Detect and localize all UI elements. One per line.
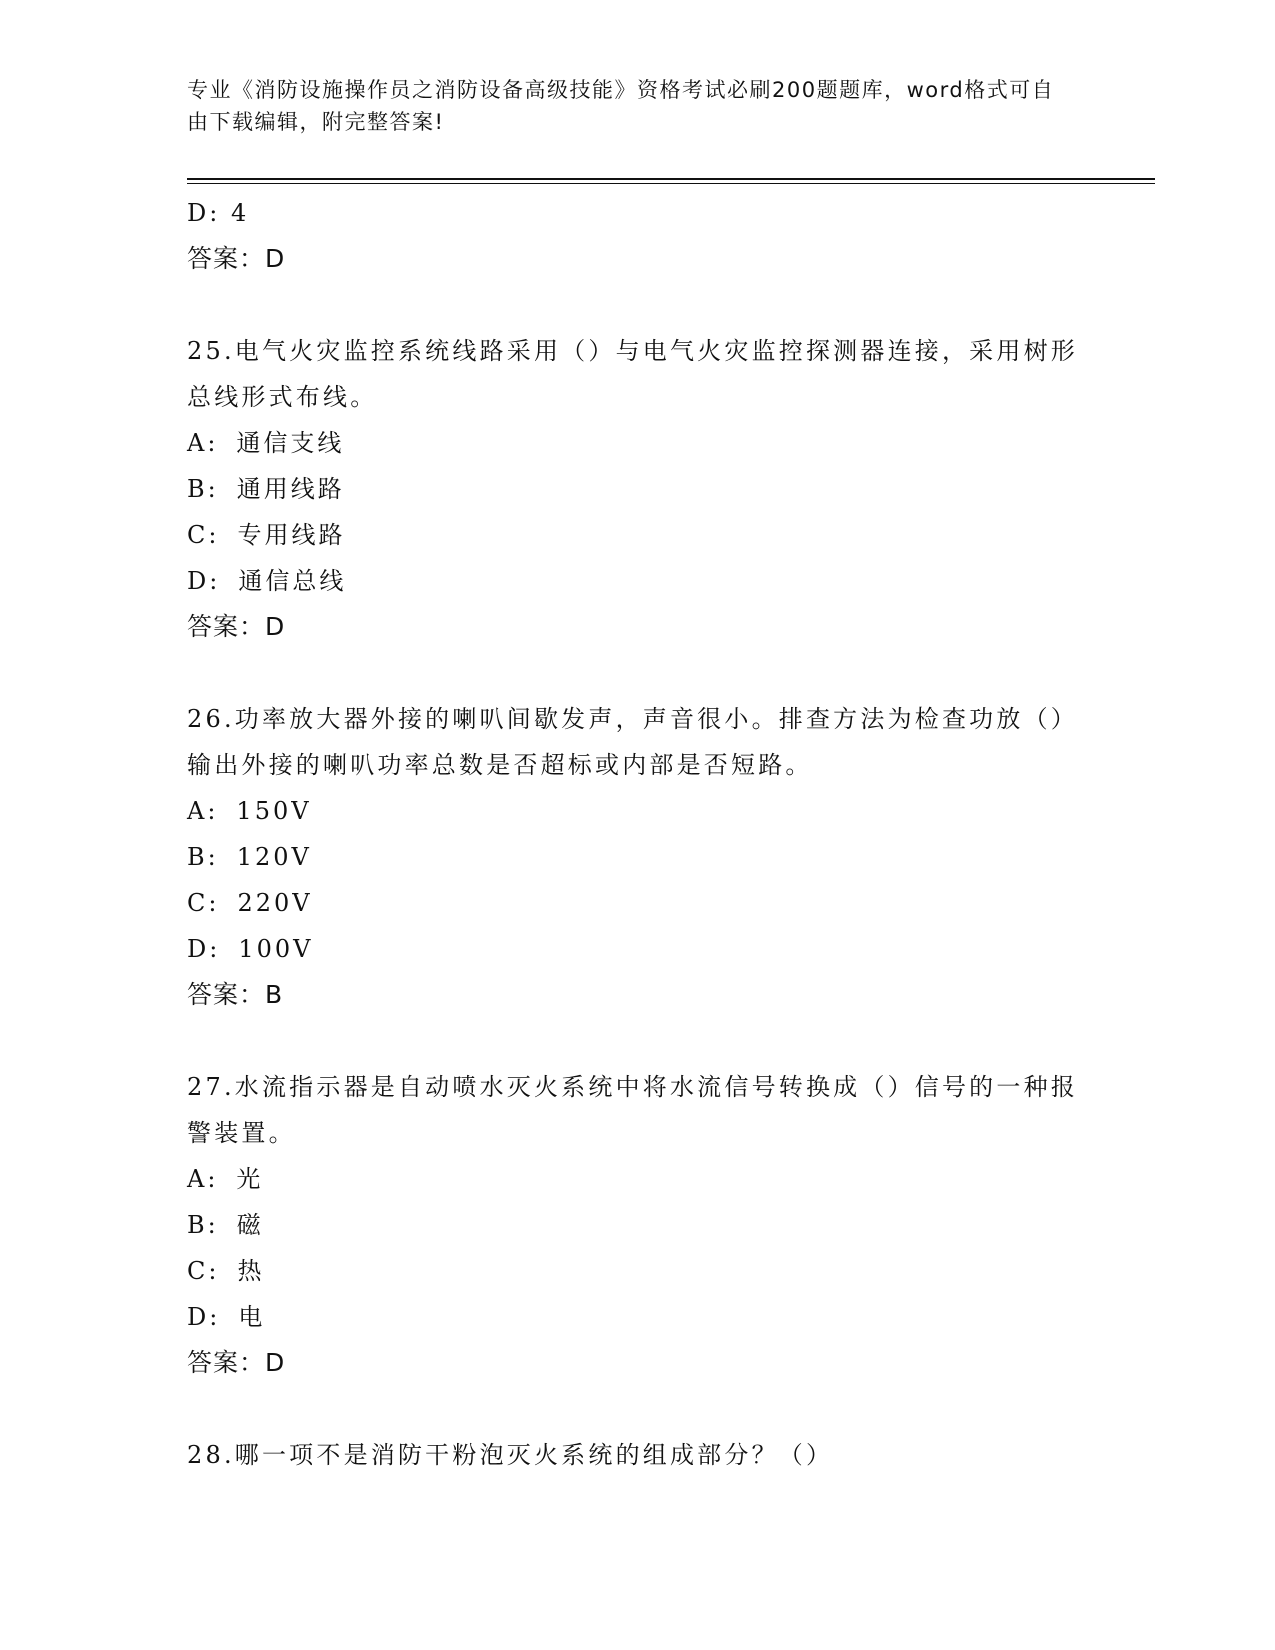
- option-key: A:: [187, 797, 219, 825]
- question-answer: 答案：D: [187, 1348, 286, 1377]
- option-text: 120V: [236, 843, 312, 871]
- option-c: [187, 1248, 1087, 1294]
- option-text: 光: [236, 1165, 264, 1193]
- option-key: C:: [187, 1257, 220, 1285]
- option-b: [187, 834, 1087, 880]
- option-key: D:: [187, 935, 221, 963]
- option-text: 磁: [236, 1211, 264, 1239]
- option-key: D:: [187, 567, 221, 595]
- option-c: [187, 880, 1087, 926]
- question-list: [187, 190, 1087, 1478]
- option-text: 220V: [237, 889, 313, 917]
- option-text: 电: [238, 1303, 266, 1331]
- option-key: B:: [187, 475, 219, 503]
- option-c: [187, 512, 1087, 558]
- question-26: [187, 696, 1087, 1018]
- option-d: [187, 558, 1087, 604]
- question-stem: 25.电气火灾监控系统线路采用（）与电气火灾监控探测器连接，采用树形总线形式布线。: [187, 337, 1078, 411]
- header-rule-thin: [187, 183, 1155, 184]
- question-27: [187, 1064, 1087, 1386]
- option-a: [187, 788, 1087, 834]
- option-text: 100V: [238, 935, 314, 963]
- option-key: A:: [187, 429, 219, 457]
- spacer: [187, 1386, 1087, 1432]
- header-rule-thick: [187, 178, 1155, 180]
- option-text: 通信支线: [236, 429, 345, 457]
- option-key: A:: [187, 1165, 219, 1193]
- option-key: D:: [187, 1303, 221, 1331]
- question-stem: 28.哪一项不是消防干粉泡灭火系统的组成部分？（）: [187, 1441, 834, 1469]
- option-b: [187, 466, 1087, 512]
- option-a: [187, 420, 1087, 466]
- prev-option-d: D: 4: [187, 199, 250, 227]
- question-answer: 答案：D: [187, 612, 286, 641]
- option-key: C:: [187, 521, 220, 549]
- option-d: [187, 926, 1087, 972]
- option-text: 专用线路: [237, 521, 346, 549]
- option-text: 150V: [236, 797, 312, 825]
- option-text: 通用线路: [236, 475, 345, 503]
- option-text: 热: [237, 1257, 265, 1285]
- option-a: [187, 1156, 1087, 1202]
- question-answer: 答案：B: [187, 980, 284, 1009]
- question-stem: 27.水流指示器是自动喷水灭火系统中将水流信号转换成（）信号的一种报警装置。: [187, 1073, 1078, 1147]
- document-header: 专业《消防设施操作员之消防设备高级技能》资格考试必刷200题题库，word格式可自由下载编辑，附完整答案!: [187, 78, 1055, 134]
- option-key: C:: [187, 889, 220, 917]
- spacer: [187, 1018, 1087, 1064]
- option-d: [187, 1294, 1087, 1340]
- spacer: [187, 282, 1087, 328]
- prev-answer: 答案：D: [187, 244, 286, 273]
- question-25: [187, 328, 1087, 650]
- question-28: [187, 1432, 1087, 1478]
- option-key: B:: [187, 1211, 219, 1239]
- question-stem: 26.功率放大器外接的喇叭间歇发声，声音很小。排查方法为检查功放（）输出外接的喇叭功率总数是否超标或内部是否短路。: [187, 705, 1078, 779]
- spacer: [187, 650, 1087, 696]
- option-b: [187, 1202, 1087, 1248]
- option-text: 通信总线: [238, 567, 347, 595]
- option-key: B:: [187, 843, 219, 871]
